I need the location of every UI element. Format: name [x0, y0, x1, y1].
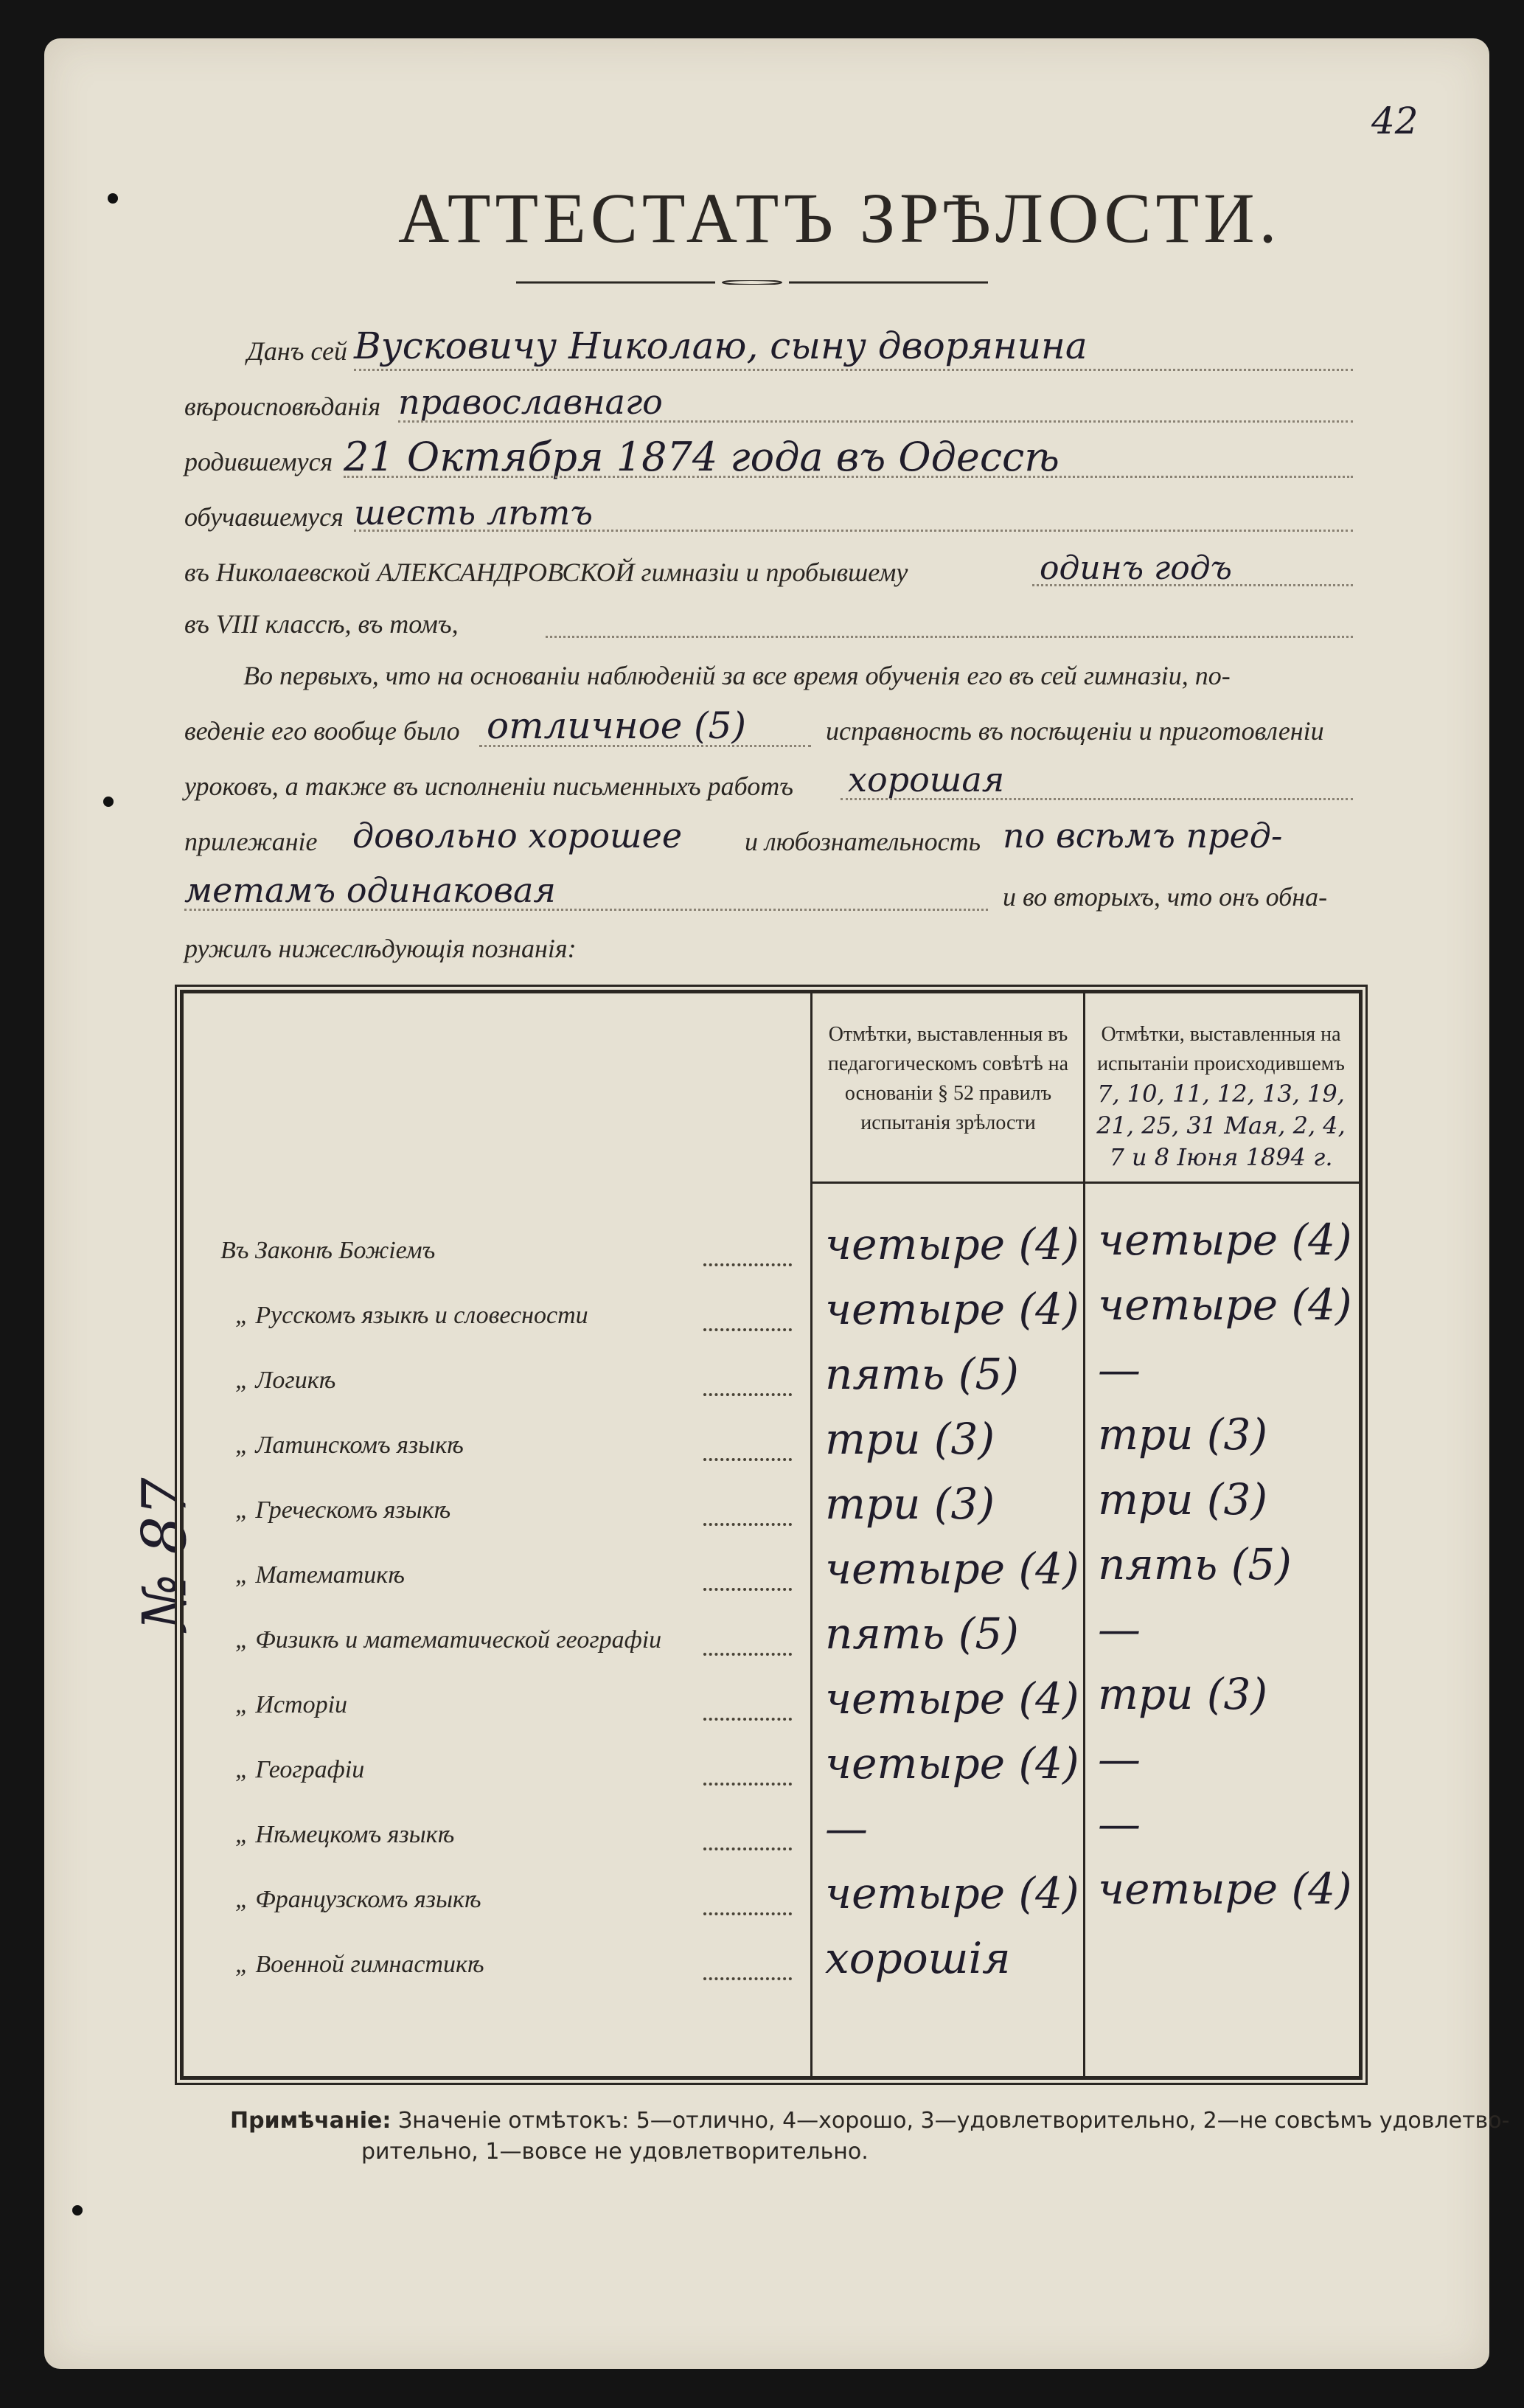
council-grade: пять (5) [825, 1349, 1019, 1399]
body-text: Во первыхъ, что на основаніи наблюденій за все время обученія его въ сей гимназіи, по- [243, 661, 1231, 690]
dot-leader [703, 1263, 792, 1266]
dot-leader [703, 1653, 792, 1656]
exam-dates: 7, 10, 11, 12, 13, 19, 21, 25, 31 Мая, 2, 4, 7 и 8 Іюня 1894 г. [1096, 1080, 1346, 1171]
subject-label: „ Нѣмецкомъ языкѣ [235, 1821, 455, 1848]
subject-label: „ Исторіи [235, 1691, 348, 1718]
exam-grade: три (3) [1098, 1474, 1268, 1524]
council-grade: четыре (4) [825, 1219, 1079, 1269]
exam-grade: три (3) [1098, 1409, 1268, 1460]
curiosity-value-cont: метамъ одинаковая [184, 870, 556, 910]
subject-label: „ Математикѣ [235, 1561, 405, 1589]
subject-label: „ Французскомъ языкѣ [235, 1886, 481, 1913]
note-text: Значеніе отмѣтокъ: 5—отлично, 4—хорошо, 3—удовлетворительно, 2—не совсѣмъ удовлетво- [397, 2108, 1510, 2134]
dot-leader [703, 1783, 792, 1786]
exam-grade: четыре (4) [1098, 1280, 1352, 1330]
page-number: 42 [1371, 100, 1419, 142]
council-grade: четыре (4) [825, 1673, 1079, 1724]
punch-hole [103, 797, 114, 807]
dot-leader [703, 1912, 792, 1915]
punch-hole [72, 2205, 83, 2216]
exam-grade: три (3) [1098, 1669, 1268, 1719]
student-name: Вусковичу Николаю, сыну дворянина [354, 325, 1088, 367]
dot-leader [703, 1523, 792, 1526]
council-grade: четыре (4) [825, 1284, 1079, 1334]
intro-label: вѣроисповѣданія [184, 392, 381, 421]
exam-grade: — [1098, 1799, 1141, 1849]
intro-label: обучавшемуся [184, 502, 344, 532]
written-work-value: хорошая [848, 760, 1005, 799]
subject-label: „ Логикѣ [235, 1367, 336, 1394]
subject-label: „ Физикѣ и математической географіи [235, 1626, 662, 1654]
conduct-value: отличное (5) [487, 704, 747, 747]
title-ornament [516, 280, 988, 285]
dot-leader [703, 1458, 792, 1461]
note-label: Примѣчаніе: [230, 2108, 392, 2134]
curiosity-value: по всѣмъ пред- [1003, 816, 1283, 856]
school-line: въ Николаевской АЛЕКСАНДРОВСКОЙ гимназіи и пробывшему [184, 558, 908, 587]
punch-hole [108, 193, 118, 204]
subject-label: „ Латинскомъ языкѣ [235, 1432, 464, 1459]
dot-leader [703, 1393, 792, 1396]
council-grade: хорошія [825, 1933, 1011, 1983]
note-text-cont: рительно, 1—вовсе не удовлетворительно. [361, 2139, 869, 2165]
body-text: исправность въ посѣщеніи и приготовленіи [826, 716, 1324, 746]
council-grade: три (3) [825, 1479, 995, 1529]
dot-leader [703, 1328, 792, 1331]
page-title: АТТЕСТАТЪ ЗРѢЛОСТИ. [398, 178, 1281, 257]
body-text: и во вторыхъ, что онъ обна- [1003, 882, 1328, 912]
birth-date-value: 21 Октября 1874 года въ Одессѣ [344, 434, 1060, 480]
intro-label: Данъ сей [247, 336, 347, 366]
exam-grade: — [1098, 1344, 1141, 1395]
subject-label: „ Географіи [235, 1756, 365, 1783]
side-registry-mark: № 87 [130, 1477, 201, 1631]
subject-label: Въ Законѣ Божіемъ [220, 1237, 436, 1264]
council-column-header: Отмѣтки, выставленныя въ педагогическомъ совѣтѣ на основаніи § 52 правилъ испытанія зрѣлости [827, 1023, 1069, 1134]
exam-column-header: Отмѣтки, выставленныя на испытаніи происходившемъ 7, 10, 11, 12, 13, 19, 21, 25, 31 Мая, 2, 4, 7 и 8 Іюня 1894 г. [1096, 1023, 1346, 1171]
grades-table [180, 990, 1363, 2080]
diligence-value: довольно хорошее [352, 816, 683, 856]
exam-grade: четыре (4) [1098, 1864, 1352, 1914]
dot-leader [703, 1718, 792, 1721]
exam-grade: четыре (4) [1098, 1215, 1352, 1265]
subject-label: „ Военной гимнастикѣ [235, 1951, 484, 1978]
council-grade: четыре (4) [825, 1738, 1079, 1788]
body-text: прилежаніе [184, 827, 318, 856]
body-text: уроковъ, а также въ исполненіи письменныхъ работъ [184, 771, 793, 801]
dot-leader [703, 1977, 792, 1980]
subject-label: „ Греческомъ языкѣ [235, 1496, 451, 1524]
dot-leader [703, 1847, 792, 1850]
council-grade: пять (5) [825, 1609, 1019, 1659]
council-grade: — [825, 1803, 868, 1853]
exam-grade: — [1098, 1604, 1141, 1654]
intro-label: родившемуся [184, 447, 333, 476]
note [230, 2108, 1509, 2134]
religion-value: православнаго [398, 382, 663, 422]
subject-label: „ Русскомъ языкѣ и словесности [235, 1302, 588, 1329]
class-line: въ VIII классѣ, въ томъ, [184, 609, 459, 639]
body-text: ружилъ нижеслѣдующія познанія: [184, 934, 577, 963]
dot-leader [703, 1588, 792, 1591]
study-years-value: шесть лѣтъ [354, 493, 593, 532]
exam-grade: — [1098, 1734, 1141, 1784]
class-years-value: одинъ годъ [1040, 549, 1232, 587]
council-grade: четыре (4) [825, 1544, 1079, 1594]
exam-grade: пять (5) [1098, 1539, 1292, 1589]
body-text: веденіе его вообще было [184, 716, 460, 746]
council-grade: три (3) [825, 1414, 995, 1464]
body-text: и любознательность [745, 827, 981, 856]
council-grade: четыре (4) [825, 1868, 1079, 1918]
